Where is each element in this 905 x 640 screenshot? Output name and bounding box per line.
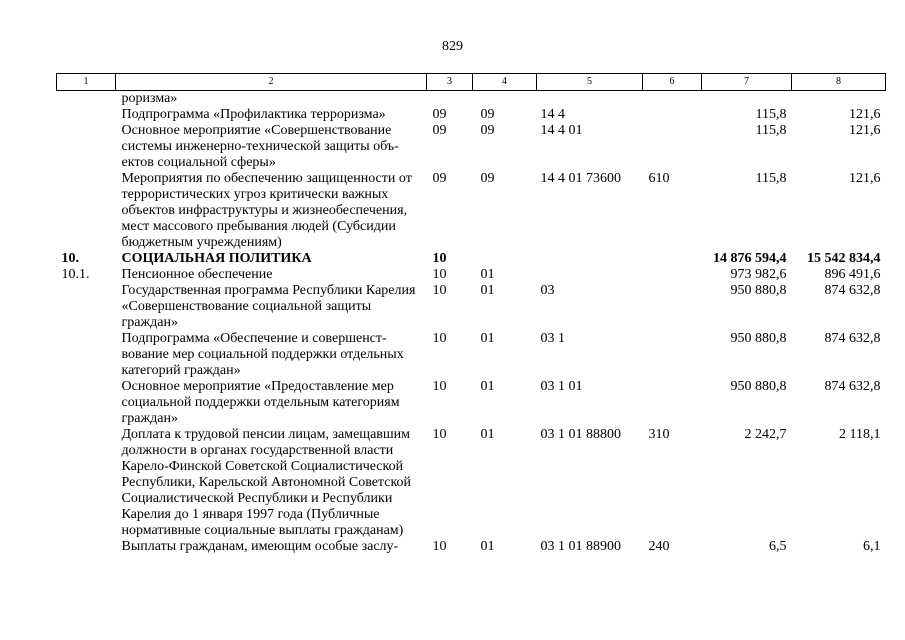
amount-year-2: 874 632,8 (824, 283, 881, 298)
row-number (57, 107, 116, 123)
section-code: 10 (432, 539, 447, 554)
target-article-code: 03 1 01 88800 (540, 427, 621, 442)
row-number (57, 427, 116, 539)
table-row (57, 267, 886, 283)
section-code: 10 (432, 379, 447, 394)
expense-type-code (643, 91, 702, 108)
row-name: СОЦИАЛЬНАЯ ПОЛИТИКА (121, 251, 312, 266)
amount-year-2: 874 632,8 (824, 379, 881, 394)
amount-year-2: 6,1 (863, 539, 881, 554)
table-row (57, 171, 886, 251)
section-code: 09 (432, 123, 447, 138)
target-article-code: 14 4 (540, 107, 565, 122)
subsection-code: 01 (480, 283, 495, 298)
amount-year-1: 115,8 (755, 171, 787, 186)
amount-year-2: 15 542 834,4 (807, 251, 881, 266)
target-article-code: 14 4 01 (540, 123, 583, 138)
row-number (57, 123, 116, 171)
amount-year-2: 121,6 (849, 171, 881, 186)
row-name: Основное мероприятие «Совершенствование системы инженерно-технической защиты объектов социальной сферы» (121, 123, 399, 170)
target-article-code: 03 1 01 (540, 379, 583, 394)
amount-year-1: 973 982,6 (730, 267, 787, 282)
target-article-code: 03 (540, 283, 555, 298)
target-article-code: 03 1 (540, 331, 565, 346)
amount-year-1: 950 880,8 (730, 331, 787, 346)
row-name: Основное мероприятие «Предоставление мер социальной поддержки отдельным категориям граждан» (121, 379, 400, 426)
page-number: 829 (442, 39, 463, 54)
column-header: 7 (702, 74, 792, 91)
row-name: роризма» (121, 91, 178, 106)
amount-year-1 (702, 91, 792, 108)
row-name: Пенсионное обеспечение (121, 267, 273, 282)
row-name: Государственная программа Республики Карелия «Совершенствование социальной защиты граждан» (121, 283, 416, 330)
row-name: Выплаты гражданам, имеющим особые заслу- (121, 539, 399, 554)
column-header: 5 (537, 74, 643, 91)
amount-year-2: 874 632,8 (824, 331, 881, 346)
table-row (57, 251, 886, 267)
amount-year-2: 896 491,6 (824, 267, 881, 282)
expense-type-code: 310 (648, 427, 670, 442)
table-row (57, 379, 886, 427)
row-number (57, 539, 116, 555)
expense-type-code (643, 267, 702, 283)
expense-type-code (643, 379, 702, 427)
expense-type-code: 240 (648, 539, 670, 554)
expense-type-code: 610 (648, 171, 670, 186)
expense-type-code (643, 331, 702, 379)
subsection-code: 01 (480, 427, 495, 442)
budget-table (56, 73, 886, 555)
column-header: 2 (116, 74, 427, 91)
column-header-row (57, 74, 886, 91)
section-code: 10 (432, 267, 447, 282)
subsection-code: 01 (480, 539, 495, 554)
row-number: 10. (61, 251, 79, 266)
amount-year-1: 14 876 594,4 (713, 251, 787, 266)
amount-year-1: 2 242,7 (744, 427, 787, 442)
table-row (57, 331, 886, 379)
row-number (57, 91, 116, 108)
target-article-code: 03 1 01 88900 (540, 539, 621, 554)
amount-year-1: 950 880,8 (730, 379, 787, 394)
subsection-code (473, 91, 537, 108)
target-article-code (537, 91, 643, 108)
section-code: 10 (432, 331, 447, 346)
table-row (57, 427, 886, 539)
table-body (57, 91, 886, 556)
table-row (57, 539, 886, 555)
expense-type-code (643, 251, 702, 267)
amount-year-2 (792, 91, 886, 108)
section-code: 10 (432, 427, 447, 442)
section-code: 10 (432, 283, 447, 298)
row-name: Доплата к трудовой пенсии лицам, замещавшим должности в органах государственной власти Карело-Финской Советской Социалистической Республики, Карельской Автономной Советской Социалистической Республики и Республики Карелия до 1 января 1997 года (Публичные нормативные социальные выплаты гражданам) (121, 427, 412, 538)
subsection-code: 09 (480, 123, 495, 138)
row-number (57, 379, 116, 427)
row-number (57, 331, 116, 379)
target-article-code: 14 4 01 73600 (540, 171, 621, 186)
column-header: 3 (427, 74, 473, 91)
row-number: 10.1. (61, 267, 90, 282)
table-row (57, 123, 886, 171)
expense-type-code (643, 107, 702, 123)
subsection-code: 09 (480, 107, 495, 122)
amount-year-1: 950 880,8 (730, 283, 787, 298)
expense-type-code (643, 123, 702, 171)
subsection-code: 01 (480, 331, 495, 346)
subsection-code: 01 (480, 267, 495, 282)
target-article-code (537, 251, 643, 267)
amount-year-1: 115,8 (755, 107, 787, 122)
row-name: Подпрограмма «Обеспечение и совершенствование мер социальной поддержки отдельных категорий граждан» (121, 331, 404, 378)
subsection-code: 09 (480, 171, 495, 186)
subsection-code (473, 251, 537, 267)
amount-year-2: 2 118,1 (839, 427, 881, 442)
expense-type-code (643, 283, 702, 331)
column-header: 6 (643, 74, 702, 91)
column-header: 4 (473, 74, 537, 91)
row-name: Мероприятия по обеспечению защищенности от террористических угроз критически важных объектов инфраструктуры и жизнеобеспечения, мест массового пребывания людей (Субсидии бюджетным учреждениям) (121, 171, 412, 250)
amount-year-1: 6,5 (769, 539, 787, 554)
table-row (57, 91, 886, 108)
section-code: 09 (432, 107, 447, 122)
table-row (57, 283, 886, 331)
amount-year-2: 121,6 (849, 107, 881, 122)
target-article-code (537, 267, 643, 283)
section-code (427, 91, 473, 108)
subsection-code: 01 (480, 379, 495, 394)
table-row (57, 107, 886, 123)
row-number (57, 171, 116, 251)
section-code: 10 (432, 251, 447, 266)
amount-year-1: 115,8 (755, 123, 787, 138)
column-header: 8 (792, 74, 886, 91)
column-header: 1 (57, 74, 116, 91)
row-name: Подпрограмма «Профилактика терроризма» (121, 107, 386, 122)
row-number (57, 283, 116, 331)
section-code: 09 (432, 171, 447, 186)
amount-year-2: 121,6 (849, 123, 881, 138)
